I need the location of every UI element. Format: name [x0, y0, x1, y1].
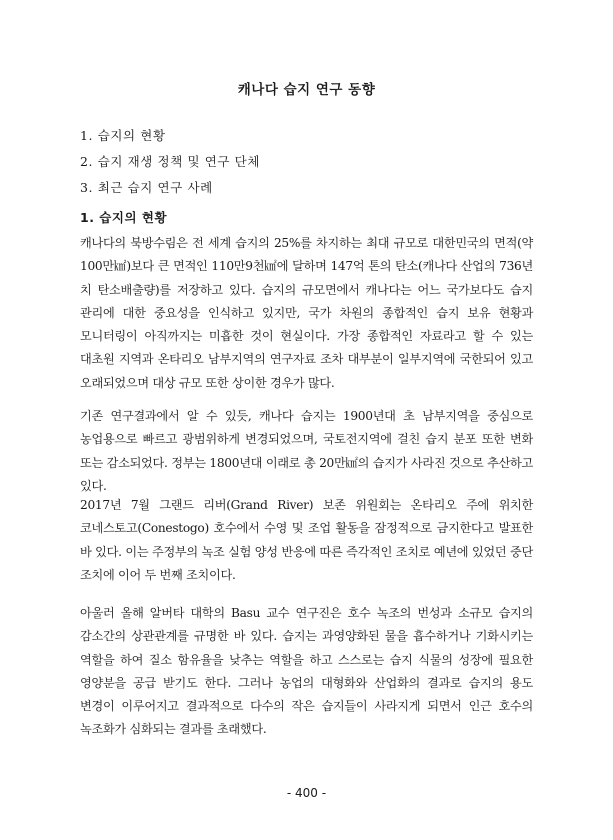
- toc-item: 1. 습지의 현황: [80, 128, 166, 143]
- section-heading: 1. 습지의 현황: [80, 210, 168, 225]
- toc-item: 3. 최근 습지 연구 사례: [80, 180, 213, 195]
- toc-item: 2. 습지 재생 정책 및 연구 단체: [80, 154, 260, 169]
- document-title: 캐나다 습지 연구 동향: [237, 82, 376, 98]
- body-paragraph: 2017년 7월 그랜드 리버(Grand River) 보존 위원회는 온타리오 주에 위치한 코네스토고(Conestogo) 호수에서 수영 및 조업 활동을 잠정적으로 금지한다고 발표한 바 있다. 이는 주정부의 녹조 실험 양성 반응에 따른 즉각적인 조치로 예년에 있었던 중단 조치에 이어 두 번째 조치이다.: [80, 498, 533, 582]
- body-paragraph: 아울러 올해 알버타 대학의 Basu 교수 연구진은 호수 녹조의 번성과 소규모 습지의 감소간의 상관관계를 규명한 바 있다. 습지는 과영양화된 물을 흡수하거나 기화시키는 역할을 하여 질소 함유율을 낮추는 역할을 하고 스스로는 습지 식물의 성장에 필요한 영양분을 공급 받기도 한다. 그러나 농업의 대형화와 산업화의 결과로 습지의 용도 변경이 이루어지고 결과적으로 다수의 작은 습지들이 사라지게 되면서 인근 호수의 녹조화가 심화되는 결과를 초래했다.: [80, 606, 533, 737]
- body-paragraph: 캐나다의 북방수림은 전 세계 습지의 25%를 차지하는 최대 규모로 대한민국의 면적(약 100만㎢)보다 큰 면적인 110만9천㎢에 달하며 147억 톤의 탄소(캐나다 산업의 736년 치 탄소배출량)를 저장하고 있다. 습지의 규모면에서 캐나다는 어느 국가보다도 습지 관리에 대한 중요성을 인식하고 있지만, 국가 차원의 종합적인 습지 보유 현황과 모니터링이 아직까지는 미흡한 것이 현실이다. 가장 종합적인 자료라고 할 수 있는 대초원 지역과 온타리오 남부지역의 연구자료 조차 대부분이 일부지역에 국한되어 있고 오래되었으며 대상 규모 또한 상이한 경우가 많다.: [80, 236, 533, 390]
- page-number: - 400 -: [286, 786, 327, 800]
- body-paragraph: 기존 연구결과에서 알 수 있듯, 캐나다 습지는 1900년대 초 남부지역을 중심으로 농업용으로 빠르고 광범위하게 변경되었으며, 국토전지역에 걸친 습지 분포 또한 변화 또는 감소되었다. 정부는 1800년대 이래로 총 20만㎢의 습지가 사라진 것으로 추산하고 있다.: [80, 409, 533, 493]
- table-of-contents: [80, 123, 260, 201]
